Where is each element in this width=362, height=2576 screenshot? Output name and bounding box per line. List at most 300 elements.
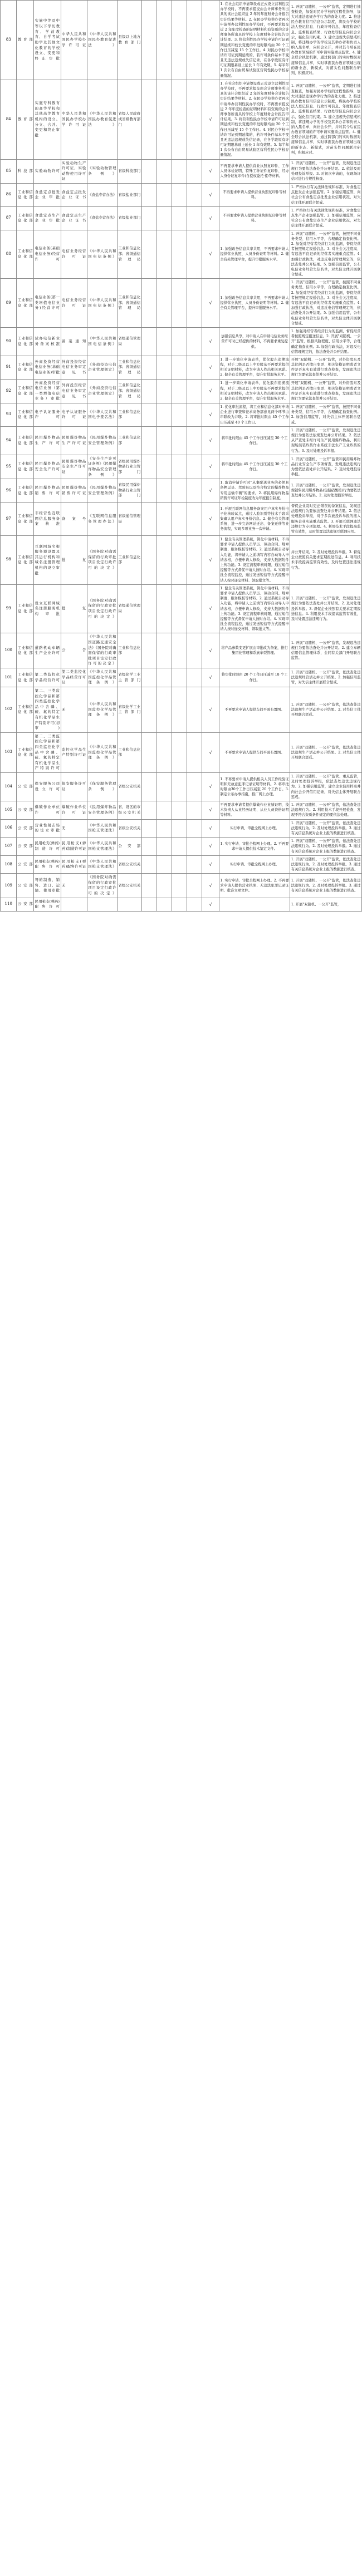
- table-row: [1, 536, 362, 585]
- supervision-measure-cell: 1. 开展"双随机、一公开"监管，发现违法违规行为要依法查处并公开结果。2. 依法及时处理投诉举报。3. 对初次申请的，在现场评估时进行合规性核查。: [290, 159, 362, 183]
- certificate-cell: 中华人民共和国民办学校办学许可证: [61, 1, 87, 80]
- reform-method-3-cell: [172, 502, 187, 535]
- optimize-service-check-cell: √: [202, 327, 219, 356]
- reform-method-2-cell: [156, 206, 172, 230]
- reform-method-3-cell: [172, 898, 187, 911]
- reform-method-2-cell: [156, 1, 172, 80]
- supervision-measure-cell: 1. 开展"双随机、一公开"监管和民用爆炸物品行业安全生产专项督查，发现违法违规行为要依法查处并公开结果。2. 及时处理投诉举报。: [290, 455, 362, 479]
- table-row: [1, 455, 362, 479]
- reform-method-3-cell: [172, 80, 187, 159]
- reform-method-1-cell: [141, 874, 156, 898]
- reform-method-4-cell: [187, 801, 202, 820]
- department-cell: 公安部: [17, 773, 34, 801]
- legal-basis-cell: 《国务院对确需保留的行政审批项目设定行政许可的决定》: [87, 584, 117, 633]
- reform-method-2-cell: [156, 801, 172, 820]
- department-cell: 工业和信息化部: [17, 536, 34, 585]
- reform-method-1-cell: [141, 184, 156, 207]
- reform-method-2-cell: [156, 502, 172, 535]
- supervision-measure-cell: 并公开结果。2. 及时处理投诉举报。3. 督促企业按照有关要求定期报送信息。4. 利用技术手段提高监管有效性，及时处置违法违规行为。: [290, 536, 362, 585]
- department-cell: 公安部: [17, 855, 34, 874]
- reform-method-1-cell: [141, 279, 156, 328]
- optimize-service-check-cell: √: [202, 855, 219, 874]
- reform-method-1-cell: [141, 633, 156, 668]
- optimize-service-check-cell: √: [202, 687, 219, 732]
- reform-method-2-cell: [156, 80, 172, 159]
- legal-basis-cell: 《食盐专营办法》: [87, 206, 117, 230]
- reform-method-2-cell: [156, 184, 172, 207]
- supervision-measure-cell: 开展"双随机、一公开"监管，对外资股东及其比例是否擅自变更、相关资格证明或者文件是否真实有效进行重点检查，发现违法违规行为要依法查处并公开结果。: [290, 356, 362, 379]
- table-row: [1, 206, 362, 230]
- optimize-service-check-cell: √: [202, 206, 219, 230]
- approval-item-cell: 食盐定点生产企业审批: [34, 206, 61, 230]
- reform-method-1-cell: [141, 819, 156, 838]
- optimize-service-check-cell: √: [202, 668, 219, 687]
- row-number-cell: 88: [1, 230, 17, 279]
- certificate-cell: 民用爆炸物品安全生产许可证: [61, 455, 87, 479]
- supervision-measure-cell: 1. 开展"双随机、一公开"监管，发现违法违规行为要依法依规查处并公开结果。2. 依法从严查处未经许可生产民用爆炸物品、利用现场混装炸药作业系统非法生产工业炸药的行为。3. 及时处理投诉举报。: [290, 426, 362, 455]
- certificate-cell: 保安服务许可证: [61, 773, 87, 801]
- table-row: [1, 584, 362, 633]
- reform-method-3-cell: [172, 819, 187, 838]
- approval-item-cell: 爆破作业单位许可: [34, 801, 61, 820]
- table-row: [1, 379, 362, 403]
- approval-authority-cell: [117, 898, 141, 911]
- approval-item-cell: 实验动物许可: [34, 159, 61, 183]
- optimize-service-check-cell: √: [202, 80, 219, 159]
- table-row: [1, 898, 362, 911]
- department-cell: 教育部: [17, 1, 34, 80]
- certificate-cell: 批复: [61, 536, 87, 585]
- row-number-cell: 85: [1, 159, 17, 183]
- reform-method-2-cell: [156, 668, 172, 687]
- table-row: [1, 1, 362, 80]
- row-number-cell: 106: [1, 819, 17, 838]
- certificate-cell: 电子认证服务许可证: [61, 403, 87, 427]
- approval-item-cell: 弩的制造、销售、进口、运输、使用审批: [34, 874, 61, 898]
- reform-measure-cell: 将产品参数变更扩展由审批改为备案，推行集团化管理和系族车型管理。: [219, 633, 290, 668]
- reform-method-3-cell: [172, 206, 187, 230]
- supervision-measure-cell: 1. 开展"双随机、一公开"监管，发现违法违规行为要依法查处并公开结果。2. 建立车辆信用信息管理体系，会同有关部门开展联合监管。: [290, 633, 362, 668]
- row-number-cell: 92: [1, 379, 17, 403]
- approval-authority-cell: 工业和信息化部: [117, 426, 141, 455]
- supervision-measure-cell: 1. 开展"双随机、一公开"监管，定期进行抽查检查，加强对民办学校的过程性指导，加大对违法违规办学行为的查处力度。2. 推进民办教育信用信息公示制度，将民办学校的法人登记信息、行政许可信息、年度检查信息、监督检查结果、行政处罚信息向社会公示，强化信用约束。3. 建立违规失信惩戒机制，将违规办学的学校及其举办者和负责人纳入黑名单，向社会公开，并对其今后在民办教育领域的许可申请实施重点监管。4. 健全联合执法机制，通过跨部门的实时数据对接和信息共享，实时掌握民办教育领域出现的新业态、新模式，对苗头性问题联合研判，积极应对。: [290, 1, 362, 80]
- table-row: [1, 687, 362, 732]
- reform-method-1-cell: [141, 230, 156, 279]
- row-number-cell: 94: [1, 426, 17, 455]
- table-row: [1, 426, 362, 455]
- row-number-cell: 96: [1, 479, 17, 503]
- reform-method-1-cell: [141, 426, 156, 455]
- approval-item-cell: 民用枪支(弹药)配售许可: [34, 898, 61, 911]
- approval-item-cell: 保安服务公司设立许可: [34, 773, 61, 801]
- supervision-measure-cell: 1. 开展"双随机、一公开"监管，依法查处违法违规行为。2. 及时处理投诉举报。3. 通过有关信息系统对企业上报的数据进行核查。: [290, 874, 362, 898]
- optimize-service-check-cell: √: [202, 230, 219, 279]
- reform-method-2-cell: [156, 327, 172, 356]
- approval-item-cell: 电信业务(基础电信业务)经营许可: [34, 230, 61, 279]
- reform-measure-cell: 1. 在社会组织申请筹设或正式设立营利性民办学校时，不再要求提交由会计师事务所出具的该社会组织近 2 年的年度财务会计报告审计结果等材料。2. 在民办学校举办者再次申请举办营利性民办学校时，不再要求提交近 2 年年度检查的证明材料和有资质的会计师事务所出具的学校上年度财务会计报告审计结果。3. 将营利性民办学校申请许可证到期延续和校长变更的审批时限均由 20 个工作日压减至 15 个工作日。4. 对民办学校申请许可证到期延续的，若许可条件基本不变且无违法违规或失信记录，在各学段原有许可证期限基础上延长 1 年有效期。5. 每半年 1 次公布自由贸易试验区营利性民办学校存量情况。: [219, 80, 290, 159]
- reform-method-4-cell: [187, 479, 202, 503]
- table-row: [1, 479, 362, 503]
- reform-method-1-cell: [141, 732, 156, 772]
- table-row: [1, 874, 362, 898]
- certificate-cell: 外商投资经营电信业务审定意见书: [61, 379, 87, 403]
- certificate-cell: 电信业务经营许可证: [61, 230, 87, 279]
- approval-authority-cell: 省级盐业部门: [117, 206, 141, 230]
- supervision-measure-cell: 1. 开展"双随机、一公开"监管，按照不同业务类型、信用水平等，合理确定抽查比例。2. 加强对经营者经营行为的监测，督促经营者按照规定报送信息。3. 对社会关注度高、有违法不良记录的经营者实施重点监管。4. 加强行政执法，对违反电信管理规定的，依法查处并公开结果。5. 加强信用监管，公布电信业务经营失信名单，对失信主体开展联合惩戒。: [290, 230, 362, 279]
- row-number-cell: 107: [1, 838, 17, 856]
- reform-method-4-cell: [187, 898, 202, 911]
- row-number-cell: 91: [1, 356, 17, 379]
- legal-basis-cell: 《民用爆炸物品安全管理条例》: [87, 479, 117, 503]
- legal-basis-cell: 《食盐专营办法》: [87, 184, 117, 207]
- table-row: [1, 668, 362, 687]
- optimize-service-check-cell: √: [202, 773, 219, 801]
- reform-method-4-cell: [187, 502, 202, 535]
- legal-basis-cell: 《互联网信息服务管理办法》: [87, 502, 117, 535]
- reform-method-2-cell: [156, 479, 172, 503]
- supervision-measure-cell: 1. 开展"双随机、一公开"监管，依法查处违法违规行为。2. 及时处理投诉举报。3. 通过有关信息系统对企业上报的数据进行核查。: [290, 838, 362, 856]
- department-cell: 工业和信息化部: [17, 455, 34, 479]
- table-row: [1, 230, 362, 279]
- reform-measure-cell: 1. 实行申请、审批全程网上办理。2. 不再要求申请人提供营业执照、无违法犯罪记录证明、批准立项文件。: [219, 874, 290, 898]
- optimize-service-check-cell: √: [202, 898, 219, 911]
- approval-authority-cell: 公安部: [117, 838, 141, 856]
- row-number-cell: 105: [1, 801, 17, 820]
- supervision-measure-cell: 1. 开展"双随机、一公开"监管，按照不同业务类型、信用水平等，合理确定抽查比例。2. 加强信用监管，对失信主体开展联合惩戒。: [290, 403, 362, 427]
- legal-basis-cell: 《实验动物管理条例》: [87, 159, 117, 183]
- reform-method-1-cell: [141, 838, 156, 856]
- reform-measure-cell: 将审批时限由 45 个工作日压减至 30 个工作日。: [219, 455, 290, 479]
- supervision-measure-cell: 1. 开展"双随机、一公开"监管，依法查处违法违规行为。2. 及时处理投诉举报。3. 通过有关信息系统对企业上报的数据进行核查。: [290, 855, 362, 874]
- approval-authority-cell: 省级化学工业主管部门: [117, 668, 141, 687]
- reform-method-3-cell: [172, 426, 187, 455]
- approval-authority-cell: 省、设区的市级公安机关: [117, 801, 141, 820]
- certificate-cell: 无: [61, 819, 87, 838]
- reform-method-4-cell: [187, 874, 202, 898]
- reform-method-3-cell: [172, 773, 187, 801]
- reform-method-1-cell: [141, 1, 156, 80]
- approval-authority-cell: 工业和信息化部；省级通信管理局: [117, 356, 141, 379]
- approval-item-cell: 民用爆炸物品安全生产许可: [34, 455, 61, 479]
- reform-method-4-cell: [187, 732, 202, 772]
- reform-measure-cell: 不再要求申请者提供爆破作业业绩证明、技术负责人从业经历证明、从业人员资格证明等材料。: [219, 801, 290, 820]
- optimize-service-check-cell: √: [202, 502, 219, 535]
- table-row: [1, 732, 362, 772]
- row-number-cell: 95: [1, 455, 17, 479]
- reform-method-4-cell: [187, 536, 202, 585]
- reform-measure-cell: 不再要求申请人提供车间平面布置图。: [219, 732, 290, 772]
- reform-method-4-cell: [187, 1, 202, 80]
- reform-measure-cell: 1. 在社会组织申请筹设或正式设立营利性民办学校时，不再要求提交由会计师事务所出具的该社会组织近 2 年的年度财务会计报告审计结果等材料。2. 在民办学校举办者再次申请举办营利性民办学校时，不再要求提交近 2 年年度检查的证明材料和有资质的会计师事务所出具的学校上年度财务会计报告审计结果。3. 将营利性民办学校申请许可证到期延续和校长变更的审批时限均由 20 个工作日压减至 15 个工作日。4. 对民办学校申请许可证到期延续的，若许可条件基本不变且无违法违规或失信记录，在各学段原有许可证期限基础上延长 1 年有效期。5. 每半年 1 次公布自由贸易试验区营利性民办学校存量情况。: [219, 1, 290, 80]
- row-number-cell: 84: [1, 80, 17, 159]
- reform-method-4-cell: [187, 668, 202, 687]
- reform-measure-cell: 1. 取消申请许可时"从事配送业务的必须具备押运员、驾驶员以及符合特定的爆炸物品专用运输车辆"的要求。2. 将民用爆炸物品销售许可证年检制度改为年度报告制度。: [219, 479, 290, 503]
- optimize-service-check-cell: √: [202, 279, 219, 328]
- reform-method-2-cell: [156, 379, 172, 403]
- reform-measure-cell: 不再要求申请人提供车间平面布置图。: [219, 687, 290, 732]
- approval-item-cell: 第二、三类监控化学品和第四类监控化学品中含磷、硫、氟的特定有机化学品生产特别许可: [34, 732, 61, 772]
- certificate-cell: 第二类监控化学品经营许可证: [61, 668, 87, 687]
- row-number-cell: 109: [1, 874, 17, 898]
- row-number-cell: 83: [1, 1, 17, 80]
- reform-method-2-cell: [156, 874, 172, 898]
- reform-method-3-cell: [172, 403, 187, 427]
- legal-basis-cell: 《中华人民共和国监控化学品管理条例》: [87, 668, 117, 687]
- approval-authority-cell: 省级公安机关: [117, 819, 141, 838]
- reform-method-2-cell: [156, 356, 172, 379]
- certificate-cell: 备案号: [61, 502, 87, 535]
- department-cell: 公安部: [17, 801, 34, 820]
- supervision-measure-cell: 1. 开展"双随机、一公开"监管，依法查处违法违规行为。2. 及时处理投诉举报。3. 通过有关信息系统对企业上报的数据进行核查。: [290, 819, 362, 838]
- row-number-cell: 102: [1, 687, 17, 732]
- approval-item-cell: 电子认证服务许可: [34, 403, 61, 427]
- department-cell: 工业和信息化部: [17, 668, 34, 687]
- reform-method-3-cell: [172, 455, 187, 479]
- certificate-cell: 备案通知: [61, 327, 87, 356]
- legal-basis-cell: 《中华人民共和国监控化学品管理条例》: [87, 687, 117, 732]
- table-row: [1, 502, 362, 535]
- reform-measure-cell: 不再要求申请人提供营业执照复印件等材料。: [219, 184, 290, 207]
- reform-method-4-cell: [187, 819, 202, 838]
- reform-method-4-cell: [187, 584, 202, 633]
- reform-method-3-cell: [172, 855, 187, 874]
- certificate-cell: 民用爆炸物品生产许可证: [61, 426, 87, 455]
- reform-method-2-cell: [156, 838, 172, 856]
- supervision-measure-cell: 1. 开展"双随机、一公开"监管，发现违法违规销售民用爆炸物品(包括硝酸铵)行为要依法查处并公开结果。2. 及时处理投诉举报。: [290, 479, 362, 503]
- approval-authority-cell: 省级通信管理局: [117, 327, 141, 356]
- approval-item-cell: 民用枪支(弹药)配售许可: [34, 855, 61, 874]
- row-number-cell: 100: [1, 633, 17, 668]
- supervision-measure-cell: 督促企业及时更正错误的备案信息，发现违法违规行为要依法查处并公开结果。2. 依法处理投诉举报，对于多次被投诉举报的接入服务企业实施重点监管。3. 开展互联网违法违规行为专项治理。4. 利用技术手段提高监管有效性，及时处置违法违规互联网应用。: [290, 502, 362, 535]
- reform-measure-cell: 1. 健全有关管理系统，简化申请材料，不再要求申请人提供人员学历、劳动合同、规章制度、服务模板等材料。2. 通过系统自动导入功能，将申请人之前填写内容自动导入申请表格，方便申请人修改，支持大数据附件上传功能。3. 设定流程审核时限，通过短信提醒等方式督促申请人按时办结。4. 实现审批全流程监控，通过发送短信等方式提醒申请人按时递交材料、领取批文等。: [219, 584, 290, 633]
- optimize-service-check-cell: √: [202, 633, 219, 668]
- table-row: [1, 356, 362, 379]
- approval-authority-cell: 省级公安机关: [117, 773, 141, 801]
- approval-item-cell: 第二类监控化学品经营许可: [34, 668, 61, 687]
- reform-method-4-cell: [187, 80, 202, 159]
- optimize-service-check-cell: √: [202, 1, 219, 80]
- approval-authority-cell: 工业和信息化部: [117, 403, 141, 427]
- reform-method-4-cell: [187, 159, 202, 183]
- reform-method-3-cell: [172, 379, 187, 403]
- reform-method-3-cell: [172, 874, 187, 898]
- table-row: [1, 159, 362, 183]
- approval-authority-cell: 工业和信息化部: [117, 536, 141, 585]
- certificate-cell: 民用枪支(弹药)制造许可证: [61, 838, 87, 856]
- row-number-cell: 99: [1, 584, 17, 633]
- certificate-cell: 电信业务经营许可证: [61, 279, 87, 328]
- reform-measure-cell: 不再要求申请人提供营业执照复印件、工作人员体检证明、特殊工种证件复印件、经办人身份证复印件(含授权委托书)等材料。: [219, 159, 290, 183]
- approval-item-cell: 第二、三类监控化学品和第四类监控化学品中含磷、硫、氟的特定有机化学品生产特别许可(初审): [34, 687, 61, 732]
- department-cell: 工业和信息化部: [17, 633, 34, 668]
- reform-method-4-cell: [187, 455, 202, 479]
- department-cell: 工业和信息化部: [17, 230, 34, 279]
- reform-measure-cell: 1. 进一步简化申请表单，优化股东追溯流程，对于二级及以上中方股东不再要求提供相关证明材料，改为申请人作出相关承诺。2. 健全有关管理平台，提升审批服务水平。: [219, 356, 290, 379]
- reform-method-4-cell: [187, 426, 202, 455]
- reform-method-3-cell: [172, 1, 187, 80]
- department-cell: 工业和信息化部: [17, 479, 34, 503]
- reform-measure-cell: 1. 加强政务信息共享共用，不再要求申请人提供营业执照、人员身份证明等材料。2. 健全有关管理平台，提升审批服务水平。: [219, 230, 290, 279]
- certificate-cell: 批复: [61, 584, 87, 633]
- certificate-cell: 民用枪支(弹药)配售许可证: [61, 855, 87, 874]
- certificate-cell: 食盐定点生产企业证书: [61, 206, 87, 230]
- reform-measure-cell: 将审批时限由 20 个工作日压减至 18 个工作日。: [219, 668, 290, 687]
- approval-item-cell: 民用爆炸物品销售许可: [34, 479, 61, 503]
- reform-measure-cell: 1. 不再要求申请人提供相关人员工作经验证明和无故意犯罪记录证明等材料。2. 将审批时限由30个工作日压减至 20 个工作日。3. 制定公布办事指南，推广网上办理。: [219, 773, 290, 801]
- reform-method-4-cell: [187, 206, 202, 230]
- legal-basis-cell: 《中华人民共和国枪支管理法》: [87, 838, 117, 856]
- optimize-service-check-cell: √: [202, 426, 219, 455]
- reform-method-1-cell: [141, 855, 156, 874]
- supervision-measure-cell: 1. 开展"双随机、一公开"监管，按照不同业务类型、信用水平等，合理确定抽查比例。2. 加强对经营者经营行为的监测，督促经营者按照规定报送信息。3. 对社会关注度高、有违法不良记录的经营者实施重点监管。4. 加强行政执法，对违反电信管理规定的，依法查处并公开结果。5. 加强信用监管，公布电信业务经营失信名单，对失信主体开展联合惩戒。: [290, 279, 362, 328]
- reform-method-3-cell: [172, 584, 187, 633]
- reform-method-1-cell: [141, 327, 156, 356]
- reform-method-3-cell: [172, 838, 187, 856]
- legal-basis-cell: 《中华人民共和国电信条例》: [87, 279, 117, 328]
- reform-method-2-cell: [156, 687, 172, 732]
- approval-item-cell: 外商投资经营电信业务（第一类增值电信业务）审批: [34, 379, 61, 403]
- department-cell: 工业和信息化部: [17, 356, 34, 379]
- table-row: [1, 838, 362, 856]
- reform-measure-cell: 1. 进一步简化申请表单，优化股东追溯流程，对于二级及以上中方股东不再要求提供相关证明材料，改为申请人作出相关承诺。2. 健全有关管理平台，提升审批服务水平。: [219, 379, 290, 403]
- supervision-measure-cell: 1. 加强对经营者经营行为的监测，督促经营者按照规定报送信息。2. 开展"双随机、一公开"监管，根据风险程度、信用水平等，合理确定抽查比例。3. 加强行政执法，对违反电信管理规定的，依法查处并公开结果。: [290, 327, 362, 356]
- reform-method-2-cell: [156, 159, 172, 183]
- row-number-cell: 104: [1, 773, 17, 801]
- approval-authority-cell: 省级化学工业主管部门: [117, 687, 141, 732]
- reform-measure-cell: 1. 开展互联网信息服务备案用户真实身份电子化核验试点，通过人脸识别等技术手段采集确认用户真实身份信息。2. 健全有关管理系统，进一步完善网站迁出、备案迁移等业务流程，实现多项业务一次申请。: [219, 502, 290, 535]
- reform-method-2-cell: [156, 773, 172, 801]
- reform-method-3-cell: [172, 633, 187, 668]
- reform-method-2-cell: [156, 633, 172, 668]
- approval-item-cell: 电信业务(第一类增值电信业务)经营许可: [34, 279, 61, 328]
- legal-basis-cell: 《中华人民共和国民办教育促进法》: [87, 80, 117, 159]
- department-cell: 工业和信息化部: [17, 279, 34, 328]
- approval-item-cell: 营业性射击场的设立审批: [34, 819, 61, 838]
- reform-method-2-cell: [156, 898, 172, 911]
- reform-method-3-cell: [172, 230, 187, 279]
- approval-item-cell: 试办电信新业务备案核准: [34, 327, 61, 356]
- legal-basis-cell: 《民用爆炸物品安全管理条例》: [87, 801, 117, 820]
- supervision-measure-cell: 1. 开展"双随机、一公开"监管，依法查处违法违规行为。2. 利用技术手段开展检查，发现不符合资质条件规定的要依法处理。: [290, 801, 362, 820]
- certificate-cell: 食盐定点批发企业证书: [61, 184, 87, 207]
- table-row: [1, 819, 362, 838]
- department-cell: 公安部: [17, 874, 34, 898]
- reform-method-1-cell: [141, 584, 156, 633]
- reform-method-1-cell: [141, 898, 156, 911]
- reform-method-4-cell: [187, 687, 202, 732]
- supervision-measure-cell: 1. 开展"双随机、一公开"监管，: [290, 898, 362, 911]
- reform-method-4-cell: [187, 403, 202, 427]
- supervision-measure-cell: 1. 开展"双随机、一公开"监管，定期进行抽查检查，加强对民办学校的过程性指导，加大对违法违规办学行为的查处力度。2. 推进民办教育信用信息公示制度，将民办学校的法人登记信息、行政许可信息、年度检查信息、监督检查结果、行政处罚信息向社会公示，强化信用约束。3. 建立违规失信惩戒机制，将违规办学的学校及其举办者和负责人纳入黑名单，向社会公开，并对其今后在民办教育领域的许可申请实施重点监管。4. 健全联合执法机制，通过跨部门的实时数据对接和信息共享，实时掌握民办教育领域出现的新业态、新模式，对苗头性问题联合研判，积极应对。: [290, 80, 362, 159]
- reform-measure-cell: 将审批时限由 45 个工作日压减至 30 个工作日。: [219, 426, 290, 455]
- row-number-cell: 110: [1, 898, 17, 911]
- table-row: [1, 633, 362, 668]
- reform-method-1-cell: [141, 159, 156, 183]
- department-cell: 工业和信息化部: [17, 327, 34, 356]
- reform-method-3-cell: [172, 356, 187, 379]
- reform-method-3-cell: [172, 732, 187, 772]
- row-number-cell: 93: [1, 403, 17, 427]
- reform-method-1-cell: [141, 206, 156, 230]
- approval-authority-cell: 工业和信息化部；省级通信管理局: [117, 230, 141, 279]
- approval-item-cell: 实施中等及中等以下学历教育、学前教育、自学考试助学及其他文化教育的学校设立、变更和终止审批: [34, 1, 61, 80]
- approval-item-cell: 互联网域名根服务器设置及其运行机构和域名注册管理机构的设立审批: [34, 536, 61, 585]
- reform-method-1-cell: [141, 455, 156, 479]
- certificate-cell: 无: [61, 687, 87, 732]
- department-cell: 工业和信息化部: [17, 184, 34, 207]
- table-row: [1, 80, 362, 159]
- optimize-service-check-cell: √: [202, 874, 219, 898]
- department-cell: 工业和信息化部: [17, 426, 34, 455]
- reform-method-3-cell: [172, 801, 187, 820]
- certificate-cell: 公告: [61, 633, 87, 668]
- approval-authority-cell: 工业和信息化部: [117, 633, 141, 668]
- optimize-service-check-cell: √: [202, 159, 219, 183]
- approval-authority-cell: 省级民用爆炸物品行业主管部门: [117, 455, 141, 479]
- reform-method-1-cell: [141, 801, 156, 820]
- reform-method-2-cell: [156, 819, 172, 838]
- reform-method-1-cell: [141, 668, 156, 687]
- reform-measure-cell: 实行申请、审批全程网上办理。: [219, 819, 290, 838]
- reform-measure-cell: [219, 898, 290, 911]
- optimize-service-check-cell: √: [202, 838, 219, 856]
- reform-method-3-cell: [172, 687, 187, 732]
- department-cell: 工业和信息化部: [17, 206, 34, 230]
- reform-method-4-cell: [187, 633, 202, 668]
- legal-basis-cell: 《中华人民共和国电子签名法》: [87, 403, 117, 427]
- table-row: [1, 801, 362, 820]
- reform-method-1-cell: [141, 502, 156, 535]
- approval-authority-cell: 省级通信管理局: [117, 584, 141, 633]
- reform-method-2-cell: [156, 230, 172, 279]
- approval-authority-cell: 工业和信息化部；省级通信管理局: [117, 279, 141, 328]
- table-row: [1, 184, 362, 207]
- department-cell: 工业和信息化部: [17, 732, 34, 772]
- table-body: [1, 1, 362, 912]
- approval-item-cell: 民用枪支(弹药)制造许可: [34, 838, 61, 856]
- optimize-service-check-cell: √: [202, 379, 219, 403]
- optimize-service-check-cell: √: [202, 356, 219, 379]
- supervision-measure-cell: 1. 开展"双随机、一公开"监管，依法查处违法违规经营活动并公开结果。2. 加强信用监管，对失信主体开展联合惩戒。: [290, 668, 362, 687]
- legal-basis-cell: 《中华人民共和国道路交通安全法》《国务院对确需保留的行政审批项目设定行政许可的决定》: [87, 633, 117, 668]
- approval-item-cell: 实施专科教育的高等学校和其他高等教育机构的设立、分立、合并、变更和终止审批: [34, 80, 61, 159]
- approval-authority-cell: 省级人民政府或省级教育部门: [117, 80, 141, 159]
- reform-method-3-cell: [172, 668, 187, 687]
- approval-authority-cell: 省级通信管理局: [117, 502, 141, 535]
- row-number-cell: 90: [1, 327, 17, 356]
- optimize-service-check-cell: √: [202, 184, 219, 207]
- certificate-cell: 外商投资经营电信业务审定意见书: [61, 356, 87, 379]
- department-cell: 公安部: [17, 898, 34, 911]
- certificate-cell: 实验动物生产许可证、实验动物使用许可证: [61, 159, 87, 183]
- legal-basis-cell: 《安全生产许可证条例》《民用爆炸物品安全管理条例》: [87, 455, 117, 479]
- department-cell: 工业和信息化部: [17, 403, 34, 427]
- optimize-service-check-cell: √: [202, 455, 219, 479]
- certificate-cell: 民用爆炸物品销售许可证: [61, 479, 87, 503]
- row-number-cell: 98: [1, 536, 17, 585]
- department-cell: 工业和信息化部: [17, 687, 34, 732]
- legal-basis-cell: 《国务院对确需保留的行政审批项目设定行政许可的决定》: [87, 874, 117, 898]
- row-number-cell: 89: [1, 279, 17, 328]
- table-row: [1, 279, 362, 328]
- reform-measure-cell: 1. 健全有关管理系统，简化申请材料，不再要求申请人提供人员学历、劳动合同、规章制度、服务模板等材料。2. 通过系统自动导入功能，将申请人之前填写内容自动导入申请表格，方便申请人修改，支持大数据附件上传功能。3. 设定流程审核时限，通过短信提醒等方式督促申请人按时办结。4. 实现审批全流程监控，通过发送短信等方式提醒申请人按时递交材料、领取批文等。: [219, 536, 290, 585]
- row-number-cell: 101: [1, 668, 17, 687]
- legal-basis-cell: 《国务院对确需保留的行政审批项目设定行政许可的决定》: [87, 536, 117, 585]
- optimize-service-check-cell: √: [202, 819, 219, 838]
- certificate-cell: 监控化学品生产特别许可证: [61, 732, 87, 772]
- reform-method-1-cell: [141, 773, 156, 801]
- approval-authority-cell: 省级公安机关: [117, 874, 141, 898]
